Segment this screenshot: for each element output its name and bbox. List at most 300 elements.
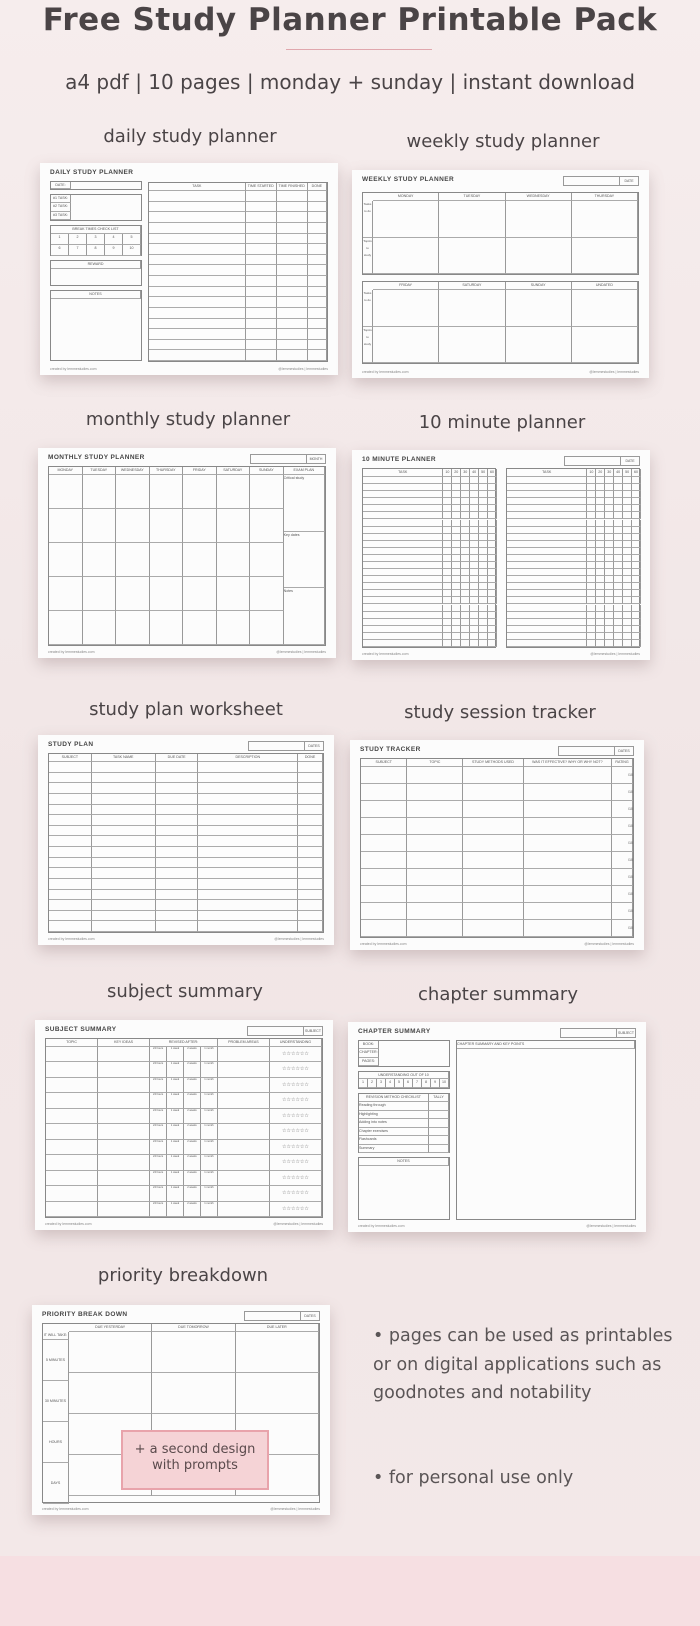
table-cell [443,590,452,597]
planner-preview-10-minute-planner[interactable] [352,450,650,660]
date-field-label: DATES [300,1312,319,1320]
table-cell [587,548,596,555]
table-cell [596,583,605,590]
table-cell [614,498,623,505]
table-cell [632,498,641,505]
planner-preview-subject-summary[interactable] [35,1020,333,1230]
table-cell [246,297,277,308]
table-cell [156,762,199,773]
revision-checkbox: 2 weeks [184,1093,201,1108]
revision-checkbox: 1 month [201,1078,218,1093]
planner-preview-study-session-tracker[interactable] [350,740,644,950]
revision-checkbox: 1 week [167,1062,184,1077]
column-header: 60 [632,469,641,477]
page-label-study-plan-worksheet: study plan worksheet [89,699,283,720]
table-cell [218,1078,270,1093]
table-cell [524,784,612,801]
table-cell [46,1078,98,1093]
title-divider [286,49,432,50]
table-cell [587,491,596,498]
table-cell [507,583,587,590]
table-cell [149,202,246,213]
rating-value: /10 [627,858,633,862]
page-label-daily-study-planner: daily study planner [103,126,277,147]
table-cell [632,597,641,604]
table-cell [614,590,623,597]
table-cell [116,509,150,543]
table-cell [452,597,461,604]
table-cell [461,477,470,484]
table-cell [407,818,463,835]
revision-method: Reading through [359,1102,429,1111]
table-cell [363,562,443,569]
column-header: 10 [587,469,596,477]
table-cell [92,890,156,901]
table-cell [463,784,523,801]
table-cell [452,562,461,569]
table-cell [596,541,605,548]
table-cell [150,577,184,611]
table-cell [623,498,632,505]
table-cell [308,308,327,319]
table-cell [116,611,150,645]
understanding-stars: ☆☆☆☆☆☆ [270,1047,322,1062]
table-cell [596,484,605,491]
table-cell [98,1093,150,1108]
table-cell [429,1119,449,1128]
table-cell [479,605,488,612]
sheet-title: 10 MINUTE PLANNER [362,456,436,463]
column-header: THURSDAY [572,193,638,201]
table-cell [363,491,443,498]
table-cell [49,826,92,837]
table-cell [361,784,407,801]
table-cell [277,297,308,308]
table-cell [623,590,632,597]
planner-preview-weekly-study-planner[interactable] [352,170,649,378]
table-cell [623,597,632,604]
table-cell [507,484,587,491]
table-cell [277,255,308,266]
table-cell [363,548,443,555]
date-field-label: SUBJECT [303,1027,322,1035]
table-cell [596,597,605,604]
table-cell [46,1093,98,1108]
table-cell [461,562,470,569]
table-cell [470,555,479,562]
table-cell [461,541,470,548]
table-cell [479,498,488,505]
table-cell [149,297,246,308]
table-cell [479,633,488,640]
table-cell [605,562,614,569]
table-cell [83,611,117,645]
table-cell [587,541,596,548]
table-cell: 10 [123,245,141,256]
table-cell [461,491,470,498]
table-cell [439,327,505,364]
table-cell [461,597,470,604]
table-cell [49,847,92,858]
table-cell [277,212,308,223]
table-cell [470,605,479,612]
table-cell [488,484,497,491]
table-cell [623,548,632,555]
table-cell [605,548,614,555]
table-cell [443,548,452,555]
table-cell [49,577,83,611]
table-cell [49,815,92,826]
table-cell [461,612,470,619]
table-cell [361,818,407,835]
table-cell [507,569,587,576]
table-cell [632,555,641,562]
understanding-stars: ☆☆☆☆☆☆ [270,1078,322,1093]
table-cell [363,590,443,597]
column-header: SATURDAY [439,282,505,290]
sheet-title: CHAPTER SUMMARY [358,1028,431,1035]
revision-checkbox: 2 weeks [184,1171,201,1186]
table-cell [218,1062,270,1077]
table-cell [407,835,463,852]
column-header: UNDATED [572,282,638,290]
column-header: 20 [452,469,461,477]
table-cell [361,801,407,818]
table-cell [470,541,479,548]
column-header: DUE TOMORROW [152,1324,235,1332]
column-header: TUESDAY [83,467,117,475]
table-cell [587,534,596,541]
table-cell [49,762,92,773]
table-cell [49,783,92,794]
table-cell [407,886,463,903]
table-cell [246,340,277,351]
table-cell [443,484,452,491]
table-cell [361,852,407,869]
table-cell [92,858,156,869]
table-cell [49,475,83,509]
footer-handle: @lemmestudies | lemmestudies [270,1507,320,1511]
table-grid [48,466,326,646]
table-cell [98,1078,150,1093]
table-cell [463,886,523,903]
table-cell [587,512,596,519]
table-cell [49,858,92,869]
table-cell [587,477,596,484]
table-cell [443,576,452,583]
table-grid [50,290,142,361]
footer-credit: created by lemmestudies.com [358,1224,405,1228]
table-cell [452,484,461,491]
revision-checkbox: 2 weeks [184,1062,201,1077]
table-cell [623,640,632,647]
column-header: FRIDAY [183,467,217,475]
table-cell [479,640,488,647]
table-cell [470,583,479,590]
table-cell [632,527,641,534]
table-cell [507,590,587,597]
revision-checkbox: 1 week [167,1124,184,1139]
table-cell [587,605,596,612]
table-cell [156,911,199,922]
table-cell [452,548,461,555]
table-cell [308,244,327,255]
table-cell [443,541,452,548]
revision-checkbox: 1 week [167,1155,184,1170]
table-cell [470,512,479,519]
table-cell [198,794,298,805]
planner-preview-daily-study-planner[interactable] [40,163,338,375]
table-cell [470,562,479,569]
table-cell [277,287,308,298]
table-cell [363,576,443,583]
table-cell [443,597,452,604]
table-cell [587,505,596,512]
table-cell [632,569,641,576]
table-cell [183,475,217,509]
table-cell [363,527,443,534]
table-cell [461,569,470,576]
callout-line-1: + a second design [134,1442,256,1457]
table-cell [443,534,452,541]
table-cell [605,498,614,505]
table-cell [49,794,92,805]
table-cell [156,773,199,784]
table-cell [277,202,308,213]
table-cell [298,868,323,879]
table-cell [632,548,641,555]
table-cell [463,852,523,869]
table-cell [605,527,614,534]
table-cell [632,505,641,512]
table-cell [596,590,605,597]
table-cell [49,868,92,879]
planner-preview-study-plan-worksheet[interactable] [38,735,334,945]
table-cell [308,265,327,276]
table-cell [488,520,497,527]
table-cell [507,612,587,619]
table-cell [361,835,407,852]
table-cell [250,577,284,611]
table-cell [632,612,641,619]
table-cell [198,900,298,911]
table-cell [452,605,461,612]
table-cell [361,920,407,937]
table-cell [149,223,246,234]
column-header: FRIDAY [373,282,439,290]
table-cell: 8 [87,245,105,256]
table-cell [470,527,479,534]
table-cell [439,238,505,275]
table-cell [92,773,156,784]
table-cell [429,1145,449,1154]
revision-checkbox: 24 hours [150,1109,167,1124]
table-cell [461,527,470,534]
table-cell [461,576,470,583]
table-cell [277,223,308,234]
table-cell [407,869,463,886]
column-header: TIME FINISHED [277,183,308,191]
table-cell [488,527,497,534]
revision-checkbox: 2 weeks [184,1047,201,1062]
table-cell [605,583,614,590]
table-cell [614,583,623,590]
revision-checkbox: 2 weeks [184,1186,201,1201]
column-header: MONDAY [373,193,439,201]
date-field [564,456,640,466]
table-cell [632,491,641,498]
table-grid [362,192,639,275]
table-cell [596,612,605,619]
table-cell [488,562,497,569]
table-cell [596,491,605,498]
table-cell [596,605,605,612]
table-cell [632,605,641,612]
column-header: SATURDAY [217,467,251,475]
page-label-10-minute-planner: 10 minute planner [418,412,586,433]
planner-preview-monthly-study-planner[interactable] [38,448,336,658]
table-cell [507,491,587,498]
understanding-box: 5 [395,1079,404,1088]
table-cell [149,244,246,255]
table-cell [596,477,605,484]
table-cell [488,633,497,640]
column-header: CHAPTER SUMMARY AND KEY POINTS [457,1041,635,1049]
revision-checkbox: 24 hours [150,1124,167,1139]
table-cell [614,491,623,498]
table-cell [623,505,632,512]
table-cell [373,201,439,238]
table-cell [443,555,452,562]
table-cell [218,1109,270,1124]
table-cell [246,202,277,213]
column-header: 40 [614,469,623,477]
table-cell [298,911,323,922]
rating-value: /10 [627,773,633,777]
table-cell [152,1373,235,1414]
understanding-box: 2 [368,1079,377,1088]
table-cell [452,612,461,619]
table-cell [49,543,83,577]
table-cell [507,477,587,484]
table-cell [308,350,327,361]
table-cell [46,1109,98,1124]
column-header: MONDAY [49,467,83,475]
date-field [560,1028,636,1038]
table-cell [507,597,587,604]
column-header: DESCRIPTION [198,754,298,762]
table-cell: 5 [123,234,141,245]
table-cell [443,505,452,512]
table-cell [452,590,461,597]
table-cell [439,290,505,327]
table-grid [362,468,496,648]
table-cell [83,475,117,509]
subtitle: a4 pdf | 10 pages | monday + sunday | instant download [65,70,635,94]
planner-preview-chapter-summary[interactable] [348,1022,646,1232]
table-cell [218,1047,270,1062]
table-cell [149,329,246,340]
table-cell [49,836,92,847]
table-cell [246,287,277,298]
table-cell [149,287,246,298]
table-grid [50,225,142,256]
table-cell [49,773,92,784]
table-cell [623,583,632,590]
column-header: EXAM PLAN [284,467,325,475]
table-grid [45,1038,323,1218]
revision-checkbox: 24 hours [150,1093,167,1108]
table-cell [217,543,251,577]
table-cell [198,879,298,890]
date-field-label: DATE [620,457,639,465]
understanding-box: 8 [422,1079,431,1088]
table-cell [470,491,479,498]
table-cell [614,562,623,569]
table-cell [246,223,277,234]
sheet-title: DAILY STUDY PLANNER [50,169,134,176]
table-cell [605,640,614,647]
table-cell [488,626,497,633]
table-cell [632,633,641,640]
table-cell [506,201,572,238]
revision-checkbox: 24 hours [150,1186,167,1201]
table-cell [98,1109,150,1124]
understanding-stars: ☆☆☆☆☆☆ [270,1155,322,1170]
table-cell [49,890,92,901]
table-cell [605,605,614,612]
table-cell [308,212,327,223]
table-cell [308,340,327,351]
table-cell [407,903,463,920]
table-cell [98,1124,150,1139]
revision-checkbox: 24 hours [150,1155,167,1170]
column-header: TOPIC [46,1039,98,1047]
table-cell [217,611,251,645]
table-cell [277,329,308,340]
revision-checkbox: 2 weeks [184,1140,201,1155]
table-cell: 9 [105,245,123,256]
table-cell [452,619,461,626]
table-cell [156,794,199,805]
table-cell [298,762,323,773]
table-cell [479,555,488,562]
table-cell: 4 [105,234,123,245]
table-cell [572,201,638,238]
table-cell [363,597,443,604]
table-cell [507,541,587,548]
understanding-stars: ☆☆☆☆☆☆ [270,1124,322,1139]
table-cell [587,527,596,534]
row-label: Topics to study [363,238,373,275]
table-cell [452,505,461,512]
revision-checkbox: 2 weeks [184,1155,201,1170]
column-header: DONE [298,754,323,762]
page-label-study-session-tracker: study session tracker [404,702,596,723]
table-cell [277,350,308,361]
rating-value: /10 [627,909,633,913]
table-cell [361,767,407,784]
table-cell [605,612,614,619]
table-cell [479,541,488,548]
table-cell [439,201,505,238]
table-cell [363,534,443,541]
table-cell [605,590,614,597]
table-cell: 1 [51,234,69,245]
column-header: THURSDAY [150,467,184,475]
footer-credit: created by lemmestudies.com [360,942,407,946]
table-cell [443,605,452,612]
